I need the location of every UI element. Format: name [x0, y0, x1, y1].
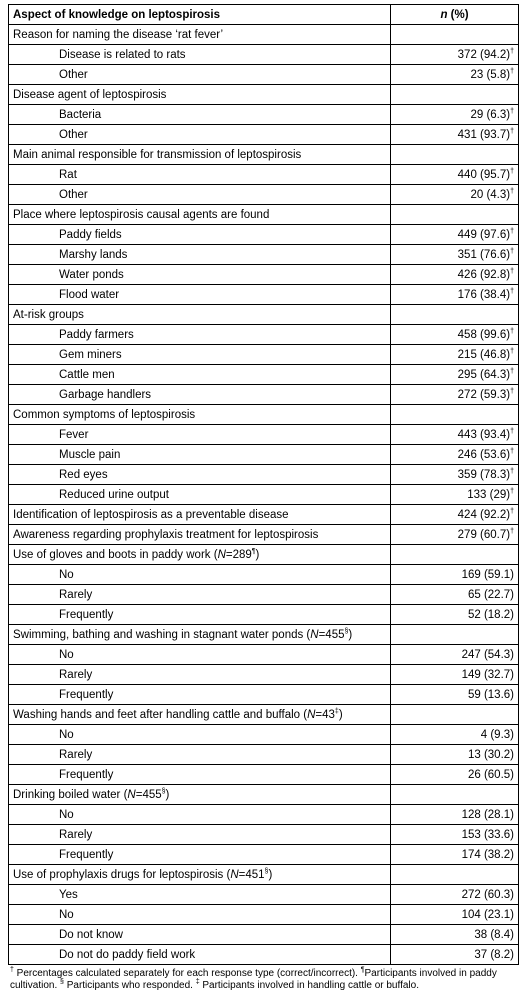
- table-row-category: [9, 545, 519, 565]
- table-row: [9, 165, 519, 185]
- row-n-value: =455: [135, 788, 162, 801]
- table-row: [9, 925, 519, 945]
- row-label: Disease is related to rats: [59, 48, 186, 61]
- row-label-cell: [9, 525, 391, 545]
- table-row-category: [9, 85, 519, 105]
- row-value: 104 (23.1): [461, 908, 514, 921]
- table-row: [9, 365, 519, 385]
- row-value: 29 (6.3): [470, 108, 511, 121]
- row-label: Do not know: [59, 928, 123, 941]
- row-label: No: [59, 648, 74, 661]
- row-value: 13 (30.2): [467, 748, 514, 761]
- footnote-text: Participants who responded.: [63, 980, 196, 991]
- row-label: Red eyes: [59, 468, 108, 481]
- row-label: Fever: [59, 428, 89, 441]
- row-label: Other: [59, 68, 88, 81]
- row-value-cell: [391, 625, 519, 645]
- table-row: [9, 825, 519, 845]
- row-label-cell: [9, 205, 391, 225]
- footnote-symbol: †: [10, 966, 14, 974]
- row-value-cell: [391, 345, 519, 365]
- row-n-label: N: [307, 708, 316, 721]
- row-label: Main animal responsible for transmission of leptospirosis: [13, 148, 302, 161]
- knowledge-table-container: [8, 4, 518, 992]
- row-label-cell: [9, 945, 391, 965]
- row-label-cell: [9, 765, 391, 785]
- table-row-category: [9, 625, 519, 645]
- table-footnotes: [8, 968, 515, 992]
- table-row: [9, 345, 519, 365]
- row-value: 176 (38.4): [457, 288, 511, 301]
- row-value-cell: [391, 285, 519, 305]
- row-value: 458 (99.6): [457, 328, 511, 341]
- row-label-cell: [9, 825, 391, 845]
- row-label: Reduced urine output: [59, 488, 169, 501]
- table-row: [9, 425, 519, 445]
- row-label: Rat: [59, 168, 77, 181]
- row-footnote-mark: †: [510, 187, 514, 195]
- row-value: 133 (29): [467, 488, 511, 501]
- row-label-cell: [9, 865, 391, 885]
- row-label-cell: [9, 125, 391, 145]
- row-n-label: N: [127, 788, 136, 801]
- row-label-cell: [9, 185, 391, 205]
- row-label: Disease agent of leptospirosis: [13, 88, 167, 101]
- row-value: 440 (95.7): [457, 168, 511, 181]
- row-value-cell: [391, 205, 519, 225]
- row-label-cell: [9, 425, 391, 445]
- row-n-close: ): [338, 708, 343, 721]
- row-value: 431 (93.7): [457, 128, 511, 141]
- table-row: [9, 65, 519, 85]
- table-row: [9, 125, 519, 145]
- row-n-close: ): [165, 788, 170, 801]
- row-value: 59 (13.6): [467, 688, 514, 701]
- row-label: No: [59, 568, 74, 581]
- row-label: Identification of leptospirosis as a preventable disease: [13, 508, 289, 521]
- row-footnote-mark: †: [510, 487, 514, 495]
- row-value-cell: [391, 885, 519, 905]
- row-label-cell: [9, 265, 391, 285]
- table-row: [9, 565, 519, 585]
- row-value-cell: [391, 505, 519, 525]
- footnote-symbol: §: [60, 978, 64, 986]
- row-n-value: =455: [318, 628, 345, 641]
- row-label-cell: [9, 645, 391, 665]
- row-n-label: N: [230, 868, 239, 881]
- table-row: [9, 445, 519, 465]
- row-value-cell: [391, 465, 519, 485]
- row-value-cell: [391, 825, 519, 845]
- table-row: [9, 225, 519, 245]
- table-row: [9, 805, 519, 825]
- row-value: 272 (60.3): [461, 888, 514, 901]
- row-label: At-risk groups: [13, 308, 84, 321]
- row-value: 246 (53.6): [457, 448, 511, 461]
- row-label-cell: [9, 445, 391, 465]
- row-label: Rarely: [59, 588, 93, 601]
- table-row: [9, 285, 519, 305]
- row-value-cell: [391, 945, 519, 965]
- row-label: No: [59, 808, 74, 821]
- row-value: 426 (92.8): [457, 268, 511, 281]
- row-label-cell: [9, 305, 391, 325]
- row-value: 4 (9.3): [480, 728, 514, 741]
- row-label-cell: [9, 745, 391, 765]
- row-value-cell: [391, 765, 519, 785]
- row-label-cell: [9, 665, 391, 685]
- row-footnote-mark: †: [510, 427, 514, 435]
- row-value-cell: [391, 785, 519, 805]
- row-value: 372 (94.2): [457, 48, 511, 61]
- row-value-cell: [391, 745, 519, 765]
- row-value: 38 (8.4): [474, 928, 514, 941]
- header-n-italic: n: [440, 8, 448, 21]
- row-value: 272 (59.3): [457, 388, 511, 401]
- row-label: Bacteria: [59, 108, 102, 121]
- table-row: [9, 885, 519, 905]
- row-label: Drinking boiled water (: [13, 788, 128, 801]
- row-label: Do not do paddy field work: [59, 948, 196, 961]
- row-value-cell: [391, 25, 519, 45]
- row-label: Frequently: [59, 848, 114, 861]
- row-label-cell: [9, 105, 391, 125]
- row-label: Other: [59, 128, 88, 141]
- row-label-cell: [9, 625, 391, 645]
- row-label-cell: [9, 485, 391, 505]
- row-n-value: =451: [238, 868, 265, 881]
- row-label: No: [59, 908, 74, 921]
- table-header-row: [9, 5, 519, 25]
- header-aspect: Aspect of knowledge on leptospirosis: [9, 5, 391, 25]
- row-value: 169 (59.1): [461, 568, 514, 581]
- row-value-cell: [391, 605, 519, 625]
- row-footnote-mark: †: [510, 447, 514, 455]
- row-value: 153 (33.6): [461, 828, 514, 841]
- table-row-category: [9, 205, 519, 225]
- row-value-cell: [391, 145, 519, 165]
- row-n-footnote-mark: ¶: [251, 547, 256, 555]
- row-value-cell: [391, 245, 519, 265]
- row-value: 20 (4.3): [470, 188, 511, 201]
- table-row: [9, 945, 519, 965]
- row-label: Paddy farmers: [59, 328, 134, 341]
- row-footnote-mark: †: [510, 387, 514, 395]
- row-footnote-mark: †: [510, 367, 514, 375]
- row-label-cell: [9, 705, 391, 725]
- row-value: 449 (97.6): [457, 228, 511, 241]
- row-value: 52 (18.2): [467, 608, 514, 621]
- row-label: Washing hands and feet after handling cattle and buffalo (: [13, 708, 308, 721]
- row-label-cell: [9, 405, 391, 425]
- table-row: [9, 45, 519, 65]
- header-percent: (%): [447, 8, 469, 21]
- row-value-cell: [391, 305, 519, 325]
- row-label-cell: [9, 805, 391, 825]
- row-label: No: [59, 728, 74, 741]
- table-row-category: [9, 25, 519, 45]
- row-value-cell: [391, 225, 519, 245]
- table-row: [9, 905, 519, 925]
- table-row: [9, 385, 519, 405]
- row-value: 443 (93.4): [457, 428, 511, 441]
- row-n-footnote-mark: ‡: [334, 707, 339, 715]
- row-value-cell: [391, 65, 519, 85]
- row-value: 128 (28.1): [461, 808, 514, 821]
- row-label: Reason for naming the disease ‘rat fever’: [13, 28, 224, 41]
- table-row: [9, 845, 519, 865]
- row-label: Other: [59, 188, 88, 201]
- row-n-label: N: [217, 548, 226, 561]
- row-label-cell: [9, 885, 391, 905]
- row-footnote-mark: †: [510, 67, 514, 75]
- row-n-footnote-mark: §: [161, 787, 166, 795]
- row-label: Rarely: [59, 668, 93, 681]
- table-row: [9, 325, 519, 345]
- table-row-category: [9, 705, 519, 725]
- row-value-cell: [391, 925, 519, 945]
- row-footnote-mark: †: [510, 347, 514, 355]
- row-label: Paddy fields: [59, 228, 122, 241]
- row-value: 215 (46.8): [457, 348, 511, 361]
- row-value: 174 (38.2): [461, 848, 514, 861]
- row-label: Marshy lands: [59, 248, 128, 261]
- row-value-cell: [391, 165, 519, 185]
- row-value-cell: [391, 645, 519, 665]
- row-label: Place where leptospirosis causal agents are found: [13, 208, 270, 221]
- row-footnote-mark: †: [510, 527, 514, 535]
- row-label: Frequently: [59, 688, 114, 701]
- row-n-value: =289: [225, 548, 252, 561]
- row-label-cell: [9, 505, 391, 525]
- row-label: Frequently: [59, 768, 114, 781]
- row-value-cell: [391, 185, 519, 205]
- row-label-cell: [9, 585, 391, 605]
- row-value-cell: [391, 385, 519, 405]
- table-row-category: [9, 865, 519, 885]
- row-value-cell: [391, 265, 519, 285]
- row-n-footnote-mark: §: [264, 867, 269, 875]
- row-label: Flood water: [59, 288, 120, 301]
- row-value-cell: [391, 105, 519, 125]
- table-row: [9, 725, 519, 745]
- table-row: [9, 745, 519, 765]
- row-value: 295 (64.3): [457, 368, 511, 381]
- row-label-cell: [9, 565, 391, 585]
- row-footnote-mark: †: [510, 227, 514, 235]
- row-n-value: =43: [315, 708, 335, 721]
- row-label-cell: [9, 325, 391, 345]
- row-footnote-mark: †: [510, 267, 514, 275]
- row-label-cell: [9, 245, 391, 265]
- row-value: 37 (8.2): [474, 948, 514, 961]
- row-n-close: ): [268, 868, 273, 881]
- row-value-cell: [391, 685, 519, 705]
- row-footnote-mark: †: [510, 127, 514, 135]
- row-value: 149 (32.7): [461, 668, 514, 681]
- footnote-symbol: ‡: [195, 978, 200, 986]
- row-value-cell: [391, 325, 519, 345]
- table-row: [9, 185, 519, 205]
- table-row-category: [9, 505, 519, 525]
- row-value-cell: [391, 665, 519, 685]
- row-label-cell: [9, 545, 391, 565]
- header-n-percent: [391, 5, 519, 25]
- row-value-cell: [391, 845, 519, 865]
- table-row: [9, 665, 519, 685]
- table-row: [9, 265, 519, 285]
- row-value: 65 (22.7): [467, 588, 514, 601]
- row-label-cell: [9, 345, 391, 365]
- row-label-cell: [9, 165, 391, 185]
- row-value-cell: [391, 705, 519, 725]
- table-row: [9, 605, 519, 625]
- row-label-cell: [9, 285, 391, 305]
- row-n-close: ): [348, 628, 353, 641]
- row-label: Gem miners: [59, 348, 122, 361]
- row-label-cell: [9, 905, 391, 925]
- table-row-category: [9, 405, 519, 425]
- row-label-cell: [9, 225, 391, 245]
- table-row-category: [9, 305, 519, 325]
- row-value-cell: [391, 405, 519, 425]
- row-footnote-mark: †: [510, 467, 514, 475]
- row-label: Cattle men: [59, 368, 115, 381]
- row-value-cell: [391, 805, 519, 825]
- row-label-cell: [9, 785, 391, 805]
- row-value-cell: [391, 565, 519, 585]
- row-footnote-mark: †: [510, 327, 514, 335]
- row-label-cell: [9, 365, 391, 385]
- knowledge-table: [8, 4, 519, 965]
- row-label-cell: [9, 925, 391, 945]
- row-label-cell: [9, 385, 391, 405]
- row-footnote-mark: †: [510, 107, 514, 115]
- row-footnote-mark: †: [510, 167, 514, 175]
- row-label: Water ponds: [59, 268, 124, 281]
- row-label: Common symptoms of leptospirosis: [13, 408, 196, 421]
- row-value-cell: [391, 485, 519, 505]
- table-row-category: [9, 525, 519, 545]
- row-label: Yes: [59, 888, 78, 901]
- table-row-category: [9, 785, 519, 805]
- table-body: [9, 25, 519, 965]
- row-label: Use of gloves and boots in paddy work (: [13, 548, 218, 561]
- footnote-text: Percentages calculated separately for each response type (correct/incorrect).: [13, 968, 361, 979]
- table-row: [9, 685, 519, 705]
- row-n-label: N: [310, 628, 319, 641]
- row-label: Muscle pain: [59, 448, 121, 461]
- row-footnote-mark: †: [510, 247, 514, 255]
- row-value-cell: [391, 125, 519, 145]
- row-label: Rarely: [59, 828, 93, 841]
- footnote-text: Participants involved in handling cattle or buffalo.: [199, 980, 419, 991]
- row-label: Frequently: [59, 608, 114, 621]
- row-label-cell: [9, 65, 391, 85]
- row-n-close: ): [255, 548, 260, 561]
- table-row: [9, 645, 519, 665]
- row-value-cell: [391, 525, 519, 545]
- row-value: 351 (76.6): [457, 248, 511, 261]
- table-row: [9, 245, 519, 265]
- table-row: [9, 105, 519, 125]
- row-value-cell: [391, 585, 519, 605]
- row-footnote-mark: †: [510, 507, 514, 515]
- row-label: Garbage handlers: [59, 388, 152, 401]
- row-value-cell: [391, 365, 519, 385]
- row-label: Awareness regarding prophylaxis treatment for leptospirosis: [13, 528, 319, 541]
- row-label-cell: [9, 85, 391, 105]
- row-value: 26 (60.5): [467, 768, 514, 781]
- row-value: 359 (78.3): [457, 468, 511, 481]
- row-n-footnote-mark: §: [344, 627, 349, 635]
- row-label-cell: [9, 845, 391, 865]
- row-value-cell: [391, 905, 519, 925]
- row-label-cell: [9, 685, 391, 705]
- table-row: [9, 585, 519, 605]
- row-value-cell: [391, 45, 519, 65]
- table-row: [9, 765, 519, 785]
- row-value-cell: [391, 425, 519, 445]
- row-value: 279 (60.7): [457, 528, 511, 541]
- row-label-cell: [9, 605, 391, 625]
- row-footnote-mark: †: [510, 287, 514, 295]
- row-label: Swimming, bathing and washing in stagnant water ponds (: [13, 628, 311, 641]
- row-label-cell: [9, 465, 391, 485]
- row-label-cell: [9, 725, 391, 745]
- row-value: 424 (92.2): [457, 508, 511, 521]
- table-row: [9, 485, 519, 505]
- row-label-cell: [9, 25, 391, 45]
- table-row-category: [9, 145, 519, 165]
- row-value-cell: [391, 445, 519, 465]
- row-value-cell: [391, 865, 519, 885]
- row-value-cell: [391, 725, 519, 745]
- row-footnote-mark: †: [510, 47, 514, 55]
- table-row: [9, 465, 519, 485]
- row-value: 23 (5.8): [470, 68, 511, 81]
- row-label-cell: [9, 145, 391, 165]
- row-value-cell: [391, 85, 519, 105]
- row-label-cell: [9, 45, 391, 65]
- row-label: Rarely: [59, 748, 93, 761]
- row-value-cell: [391, 545, 519, 565]
- row-value: 247 (54.3): [461, 648, 514, 661]
- footnote-text: Participants involved in paddy cultivation.: [10, 968, 497, 991]
- footnote-symbol: ¶: [360, 966, 365, 974]
- row-label: Use of prophylaxis drugs for leptospirosis (: [13, 868, 231, 881]
